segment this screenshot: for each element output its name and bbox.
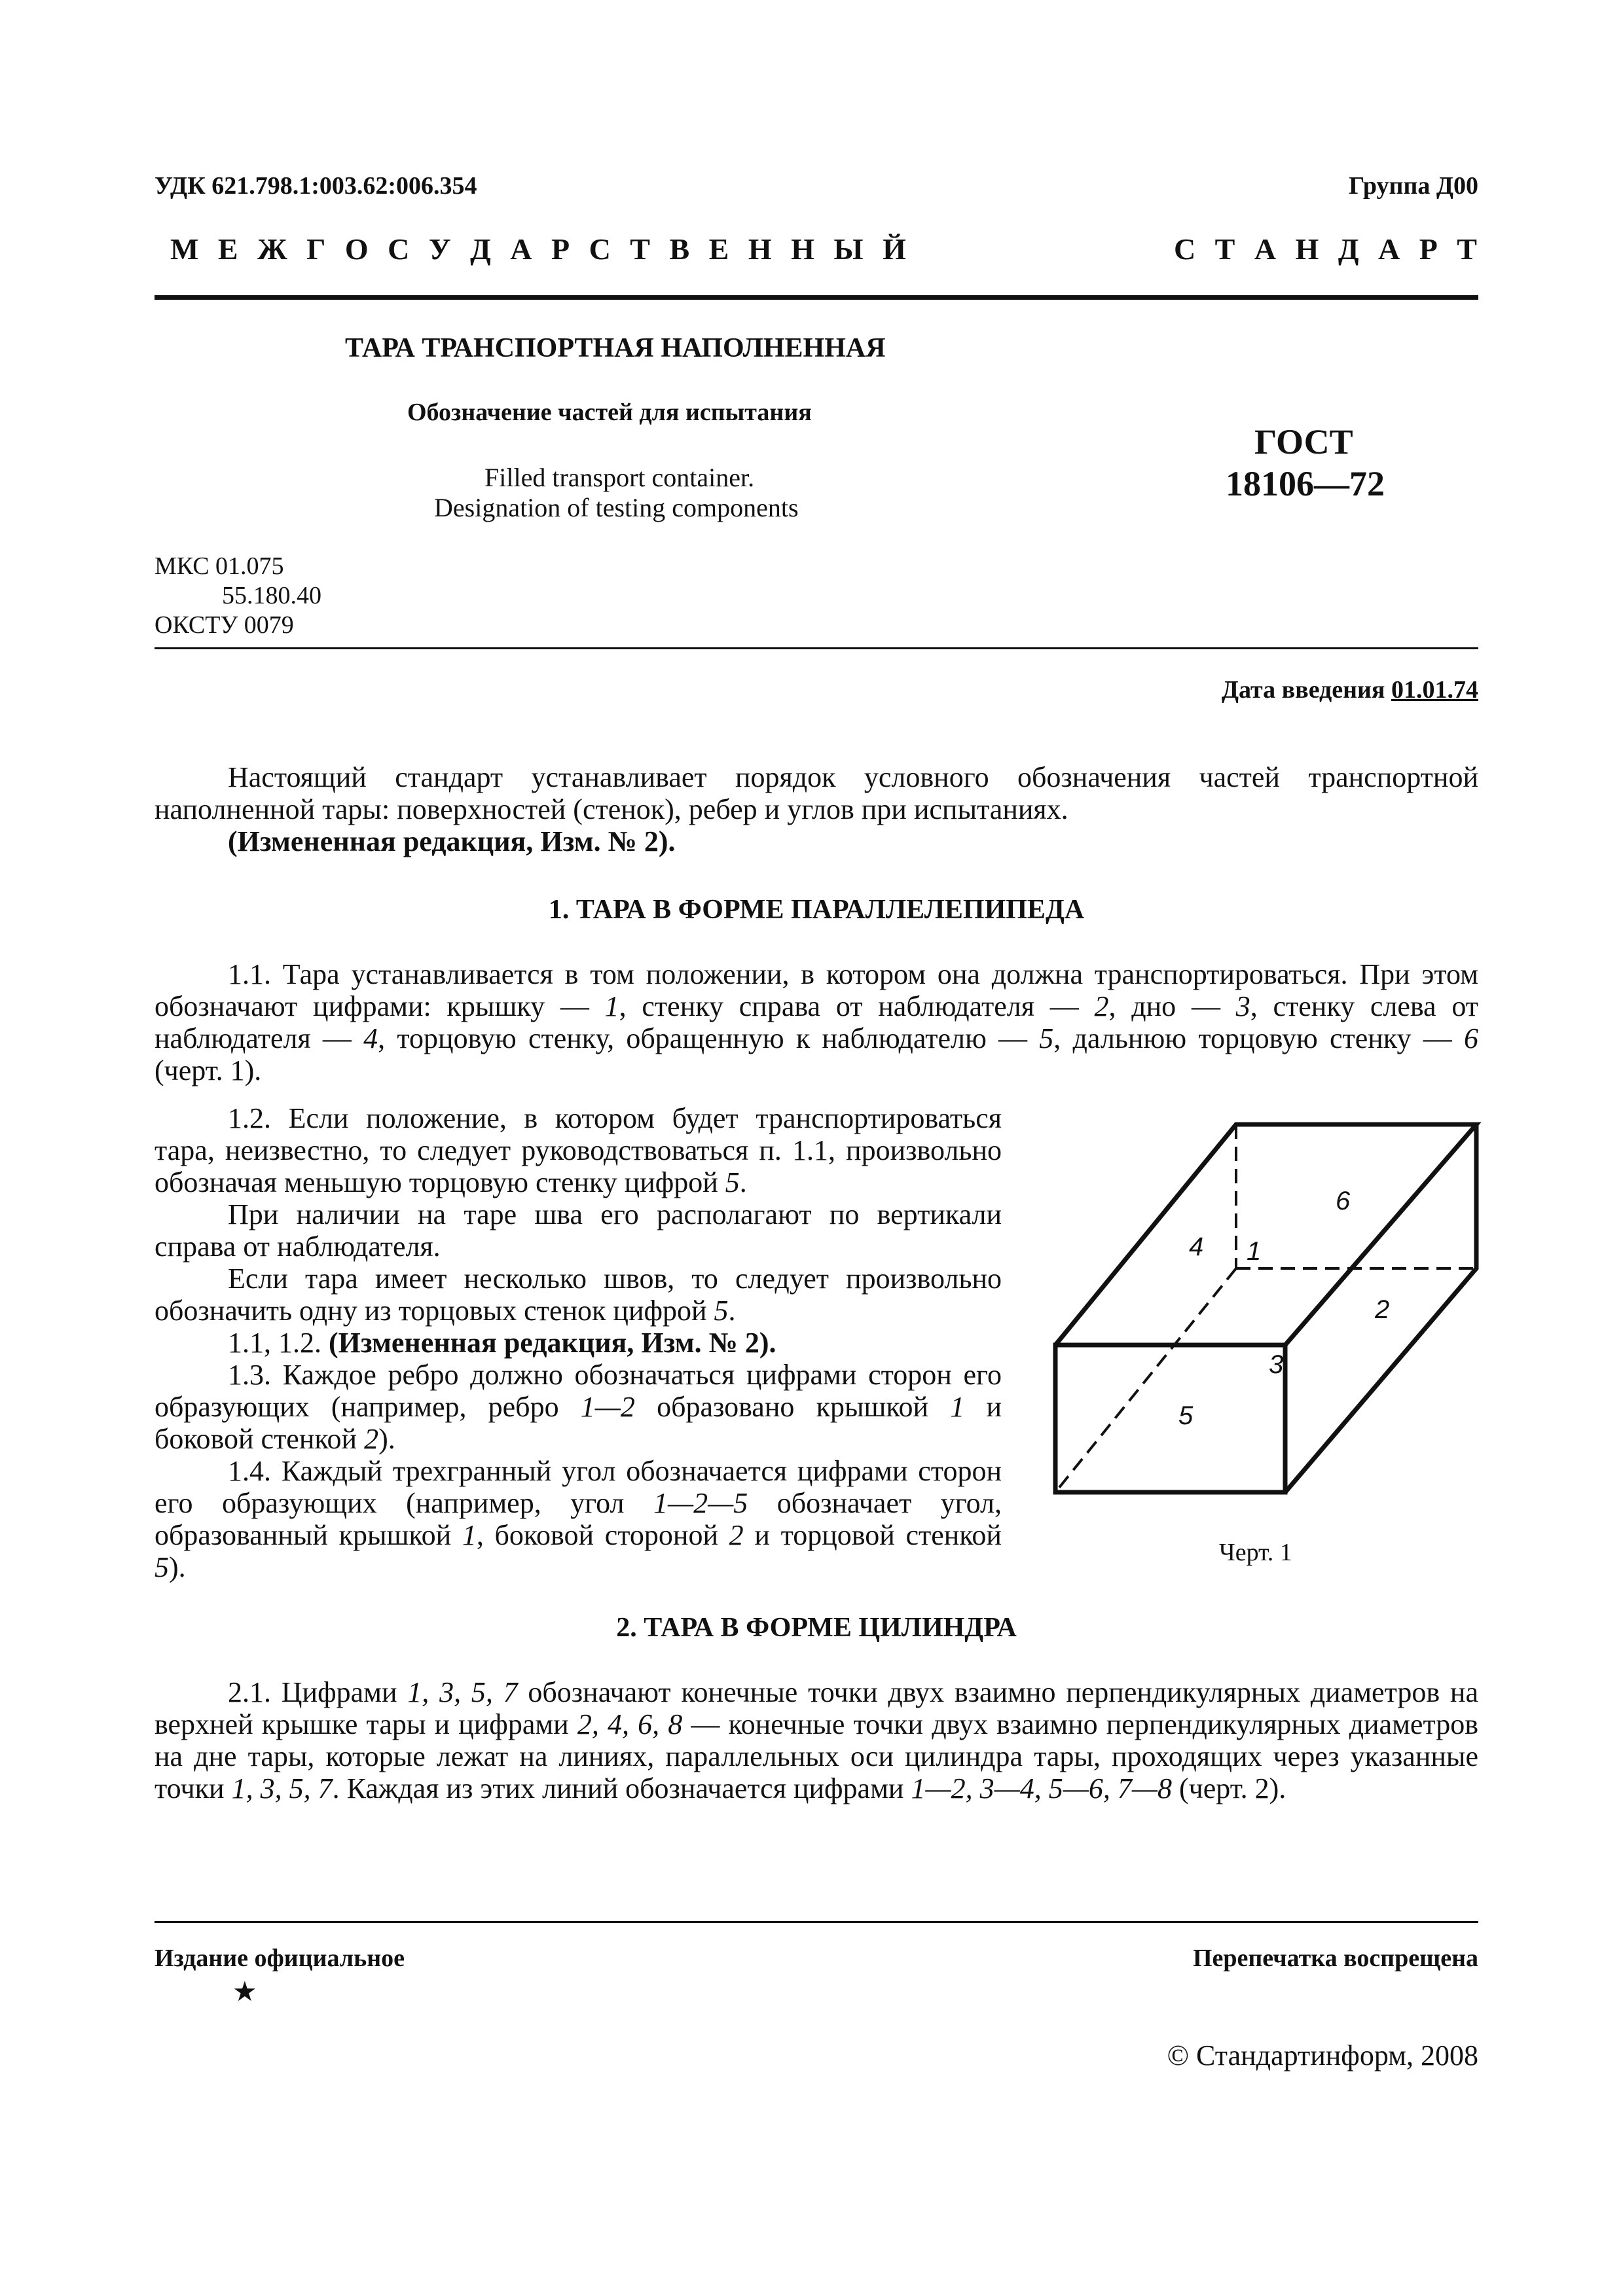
amend-1-1-1-2-b: (Измененная редакция, Изм. № 2).	[329, 1327, 776, 1359]
para-1-2-n: 5	[725, 1166, 740, 1198]
para-2-1-c: — конечные точки двух взаимно перпендикулярных диаметров на дне тары, которые лежат на линиях, параллельных оси цилиндра тары, проходящих через указанные точки	[155, 1708, 1479, 1804]
mks-code: МКС 01.075	[155, 552, 284, 580]
box-front-face	[1055, 1345, 1285, 1492]
para-1-3-n1: 1—2	[580, 1391, 635, 1423]
section-1-title: 1. ТАРА В ФОРМЕ ПАРАЛЛЕЛЕПИПЕДА	[548, 895, 1085, 925]
para-2-1-d: . Каждая из этих линий обозначается цифрами	[332, 1772, 911, 1804]
para-1-4-a: 1.4. Каждый трехгранный угол обозначается цифрами сторон его образующих (например, угол	[155, 1455, 1002, 1519]
para-1-2c-b: .	[728, 1295, 736, 1327]
para-1-1-f: , дальнюю торцовую стенку —	[1053, 1022, 1464, 1054]
para-1-4-c: , боковой стороной	[476, 1519, 729, 1551]
para-2-1-n1: 1, 3, 5, 7	[407, 1676, 518, 1708]
amend-1-1-1-2	[155, 1327, 1002, 1359]
udc-code: УДК 621.798.1:003.62:006.354	[155, 172, 477, 200]
para-1-1-a: 1.1. Тара устанавливается в том положении, в котором она должна транспортироваться. При этом обозначают цифрами: крышку —	[155, 958, 1478, 1022]
intro-date-value: 01.01.74	[1391, 676, 1478, 704]
para-1-1-c: , дно —	[1108, 990, 1236, 1022]
box-label-3: 3	[1269, 1350, 1284, 1379]
para-1-3-c: и боковой стенкой	[155, 1391, 1002, 1455]
para-2-1-b: обозначают конечные точки двух взаимно перпендикулярных диаметров на верхней крышке тары и цифрами	[155, 1676, 1478, 1740]
para-1-2c-n: 5	[714, 1295, 729, 1327]
gost-label: ГОСТ	[1254, 422, 1353, 461]
title-ru: ТАРА ТРАНСПОРТНАЯ НАПОЛНЕННАЯ	[345, 333, 886, 363]
para-1-4-d: и торцовой стенкой	[743, 1519, 1002, 1551]
intro-date	[1222, 675, 1478, 704]
figure-1-box-drawing	[1034, 1106, 1493, 1512]
copyright: © Стандартинформ, 2008	[1167, 2039, 1478, 2072]
interstate-label: М Е Ж Г О С У Д А Р С Т В Е Н Н Ы Й	[170, 232, 907, 266]
preamble-text: Настоящий стандарт устанавливает порядок условного обозначения частей транспортной наполненной тары: поверхностей (стенок), ребер и углов при испытаниях.	[155, 761, 1478, 825]
para-1-4-n3: 2	[729, 1519, 744, 1551]
para-1-1-d: , стенку слева от наблюдателя —	[155, 990, 1478, 1054]
para-1-2c	[155, 1263, 1002, 1327]
para-2-1-a: 2.1. Цифрами	[228, 1676, 408, 1708]
para-1-1-n6: 6	[1464, 1022, 1478, 1054]
codes-rule	[155, 647, 1478, 649]
para-1-2	[155, 1102, 1002, 1198]
para-1-3-b: образовано крышкой	[634, 1391, 951, 1423]
mks-code-2: 55.180.40	[222, 582, 321, 609]
reprint-prohibited: Перепечатка воспрещена	[1192, 1945, 1478, 1972]
header-rule	[155, 295, 1478, 300]
title-en-1: Filled transport container.	[484, 463, 755, 492]
para-1-1-e: , торцовую стенку, обращенную к наблюдателю —	[378, 1022, 1040, 1054]
group-code: Группа Д00	[1349, 172, 1478, 200]
subtitle-ru: Обозначение частей для испытания	[407, 399, 812, 426]
para-1-1-n1: 1	[604, 990, 619, 1022]
section-2-title: 2. ТАРА В ФОРМЕ ЦИЛИНДРА	[616, 1613, 1017, 1643]
para-1-2-b: .	[739, 1166, 747, 1198]
box-label-4: 4	[1189, 1232, 1204, 1261]
para-1-1-g: (черт. 1).	[155, 1054, 262, 1086]
amend-1-1-1-2-a: 1.1, 1.2.	[228, 1327, 329, 1359]
figure-1-caption: Черт. 1	[1219, 1539, 1292, 1566]
star-icon: ★	[232, 1975, 257, 2007]
box-label-6: 6	[1336, 1187, 1351, 1215]
para-2-1-n2: 2, 4, 6, 8	[577, 1708, 683, 1740]
preamble-amend: (Измененная редакция, Изм. № 2).	[228, 825, 676, 857]
intro-date-label: Дата введения	[1221, 676, 1385, 704]
para-2-1	[155, 1676, 1478, 1804]
para-1-3-n3: 2	[364, 1423, 379, 1455]
official-edition: Издание официальное	[155, 1945, 405, 1972]
para-1-4-n4: 5	[155, 1551, 169, 1583]
box-top-face	[1055, 1124, 1476, 1345]
para-1-4-b: обозначает угол, образованный крышкой	[155, 1487, 1002, 1551]
standard-label: С Т А Н Д А Р Т	[1173, 232, 1478, 266]
para-2-1-n4: 1—2, 3—4, 5—6, 7—8	[911, 1772, 1172, 1804]
para-1-3	[155, 1359, 1002, 1455]
title-en-2: Designation of testing components	[434, 493, 799, 522]
para-1-2b: При наличии на таре шва его располагают по вертикали справа от наблюдателя.	[155, 1198, 1002, 1263]
para-1-2c-a: Если тара имеет несколько швов, то следует произвольно обозначить одну из торцовых стенок цифрой	[155, 1263, 1002, 1327]
para-1-1-n3: 3	[1235, 990, 1250, 1022]
para-1-4-e: ).	[169, 1551, 186, 1583]
para-1-3-n2: 1	[950, 1391, 965, 1423]
para-2-1-n3: 1, 3, 5, 7	[231, 1772, 333, 1804]
box-label-2: 2	[1375, 1295, 1390, 1324]
okstu-code: ОКСТУ 0079	[155, 611, 294, 639]
footer-rule	[155, 1921, 1478, 1923]
para-1-1-b: , стенку справа от наблюдателя —	[619, 990, 1095, 1022]
box-label-5: 5	[1178, 1401, 1194, 1430]
para-1-1	[155, 958, 1478, 1086]
para-1-4	[155, 1455, 1002, 1583]
para-1-4-n1: 1—2—5	[653, 1487, 748, 1519]
para-1-3-d: ).	[378, 1423, 395, 1455]
gost-number: 18106—72	[1226, 464, 1385, 503]
para-2-1-e: (черт. 2).	[1171, 1772, 1286, 1804]
para-1-1-n4: 4	[363, 1022, 378, 1054]
hidden-edge-diagonal	[1055, 1268, 1236, 1492]
para-1-4-n2: 1	[462, 1519, 477, 1551]
box-label-1: 1	[1247, 1237, 1262, 1266]
para-1-1-n2: 2	[1094, 990, 1109, 1022]
section-1-left-column	[155, 1102, 1002, 1583]
para-1-2-a: 1.2. Если положение, в котором будет транспортироваться тара, неизвестно, то следует руководствоваться п. 1.1, произвольно обозначая меньшую торцовую стенку цифрой	[155, 1102, 1002, 1198]
para-1-1-n5: 5	[1039, 1022, 1054, 1054]
para-1-3-a: 1.3. Каждое ребро должно обозначаться цифрами сторон его образующих (например, ребро	[155, 1359, 1002, 1423]
